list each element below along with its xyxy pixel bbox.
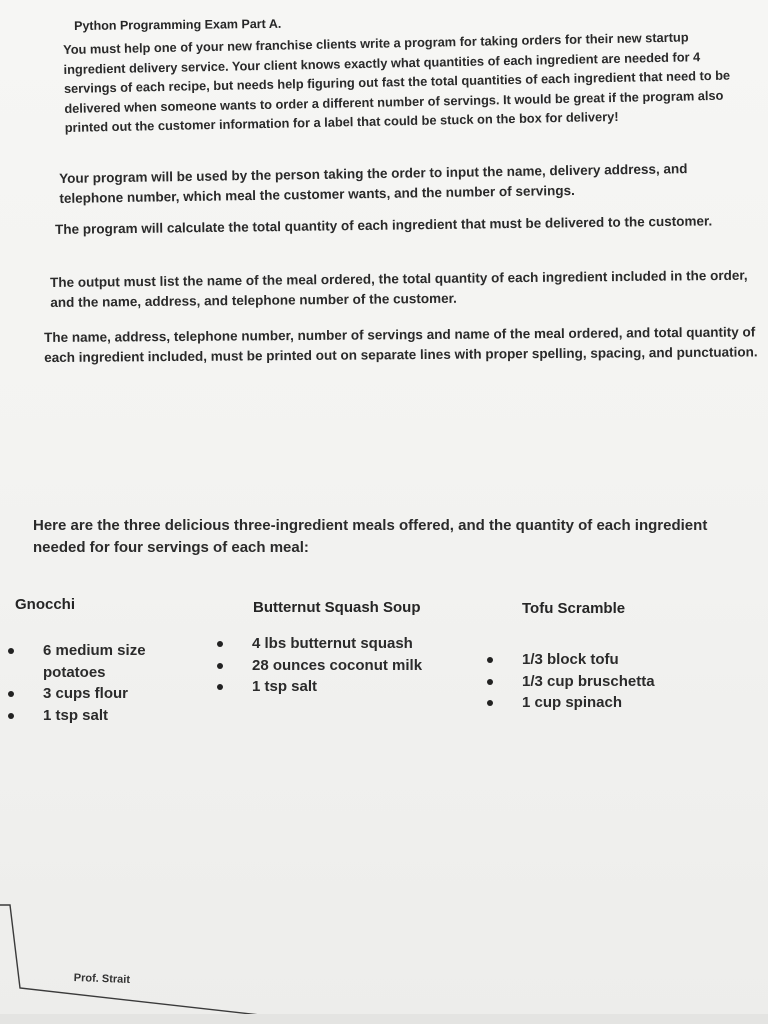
ingredient-item: 4 lbs butternut squash [252, 633, 472, 655]
ingredient-item: 3 cups flour [43, 683, 163, 705]
bullet-icon [487, 679, 493, 685]
ingredient-item: 1 cup spinach [522, 692, 722, 714]
ingredient-item: 1 tsp salt [43, 705, 163, 727]
ingredient-list [252, 633, 472, 698]
bullet-icon [217, 663, 223, 669]
ingredient-item: 6 medium size potatoes [43, 640, 163, 683]
meal-title-butternut-squash-soup: Butternut Squash Soup [253, 599, 421, 616]
bullet-icon [487, 657, 493, 663]
bullet-icon [217, 641, 223, 647]
paragraph-format: The name, address, telephone number, number of servings and name of the meal ordered, and total quantity of each ingredient included, must be printed out on separate lines with proper spelling, spacing, and punctuation. [44, 324, 758, 365]
meal-butternut-squash-soup [252, 633, 472, 698]
meal-title-gnocchi: Gnocchi [15, 596, 76, 613]
ingredient-item: 1/3 block tofu [522, 649, 722, 671]
bullet-icon [487, 700, 493, 706]
bullet-icon [8, 691, 14, 697]
paragraph-calculation: The program will calculate the total quantity of each ingredient that must be delivered to the customer. [55, 213, 713, 237]
meal-gnocchi [43, 640, 163, 726]
paragraph-input: Your program will be used by the person taking the order to input the name, delivery address, and telephone number, which meal the customer wants, and the number of servings. [59, 161, 688, 206]
ingredient-list [522, 649, 722, 714]
ingredient-item: 28 ounces coconut milk [252, 655, 472, 677]
ingredient-item: 1/3 cup bruschetta [522, 671, 722, 693]
paragraph-task: You must help one of your new franchise clients write a program for taking orders for their new startup ingredient delivery service. Your client knows exactly what quantities of each ingredient are needed for 4 servings of each recipe, but needs help figuring out fast the total quantities of each ingredient that need to be delivered when someone wants to order a different number of servings. It would be great if the program also printed out the customer information for a label that could be stuck on the box for delivery! [63, 29, 731, 135]
bullet-icon [8, 648, 14, 654]
bullet-icon [217, 684, 223, 690]
ingredient-item: 1 tsp salt [252, 676, 472, 698]
paragraph-output: The output must list the name of the meal ordered, the total quantity of each ingredient included in the order, and the name, address, and telephone number of the customer. [50, 267, 748, 310]
exam-title: Python Programming Exam Part A. [74, 16, 282, 33]
ingredient-list [43, 640, 163, 726]
meal-title-tofu-scramble: Tofu Scramble [522, 600, 626, 617]
bullet-icon [8, 713, 14, 719]
meals-intro: Here are the three delicious three-ingredient meals offered, and the quantity of each ingredient needed for four servings of each meal: [33, 517, 708, 556]
professor-signature: Prof. Strait [73, 972, 131, 986]
meal-tofu-scramble [522, 649, 722, 714]
